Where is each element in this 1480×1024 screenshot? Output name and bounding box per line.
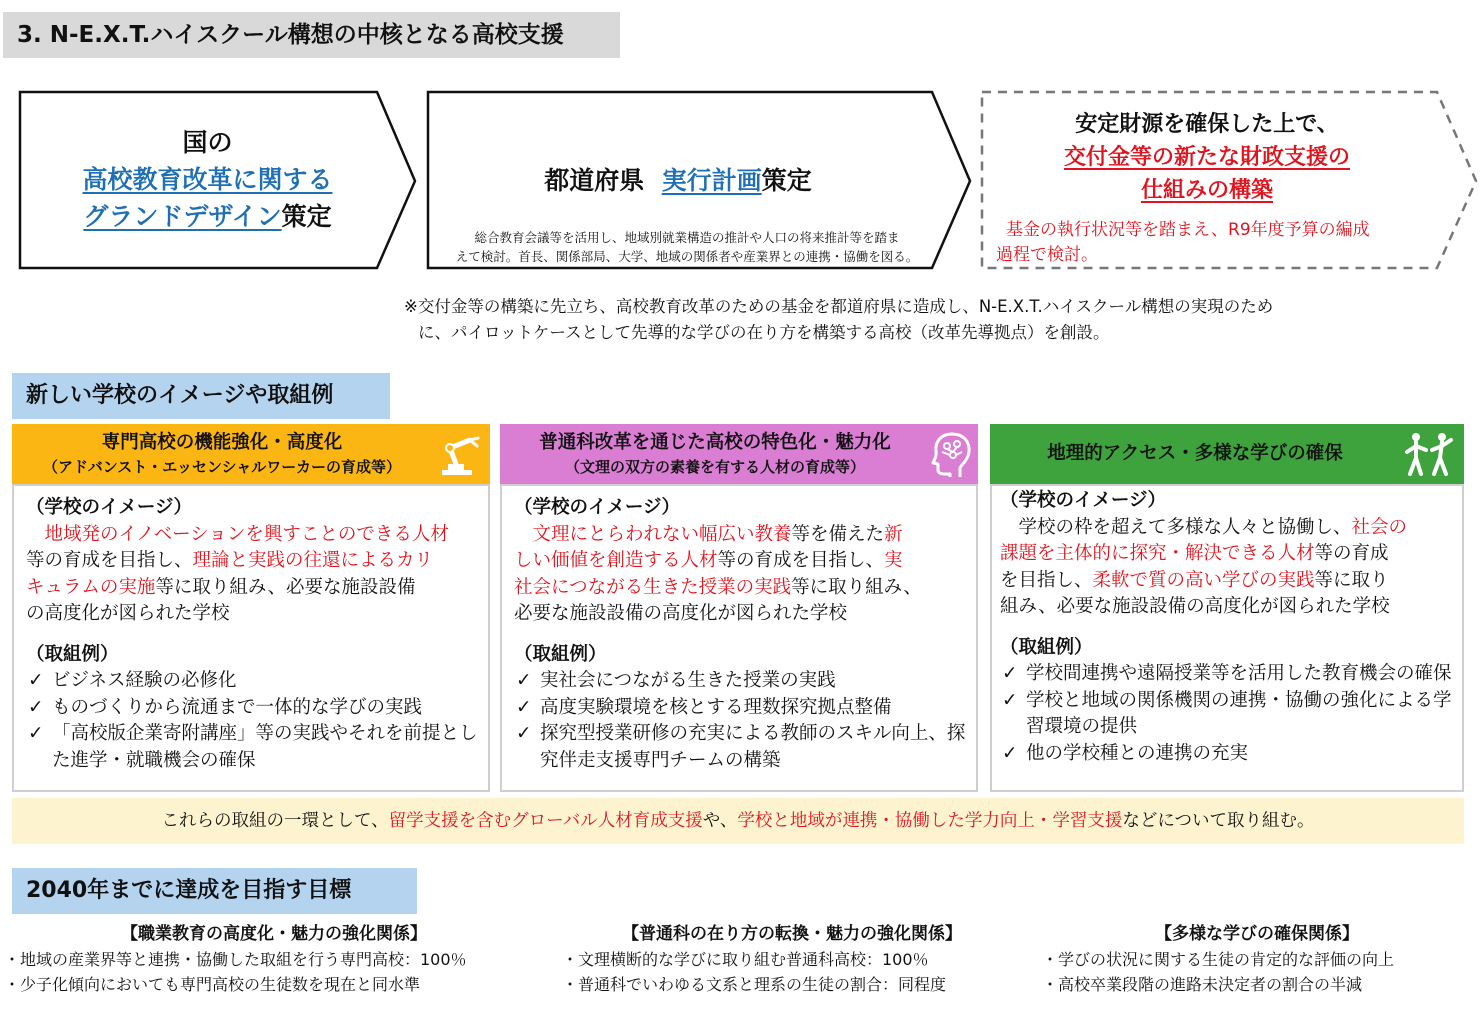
step2-note-line1: 総合教育会議等を活用し、地域別就業構造の推計や人口の将来推計等を踏ま: [474, 230, 900, 245]
column2-image-label: （学校のイメージ）: [514, 497, 680, 518]
step1-line1: 国の: [182, 128, 233, 157]
column1-header: [12, 424, 490, 484]
list-item: ✓ 「高校版企業寄附講座」等の実践やそれを前提とした進学・就職機会の確保: [26, 721, 486, 774]
goal-column-vocational: [4, 922, 544, 997]
footnote: [404, 294, 1474, 346]
banner-pre: これらの取組の一環として、: [161, 811, 389, 831]
robot-arm-icon: [436, 430, 484, 478]
step3-red-line1: 交付金等の新たな財政支援の: [1063, 145, 1350, 170]
column3-image-line3: を目指し、柔軟で質の高い学びの実践等に取り: [1000, 569, 1389, 591]
column1-image-line1: 地域発のイノベーションを興すことのできる人材: [26, 523, 449, 545]
column1-examples-label: （取組例）: [26, 643, 119, 665]
page-title: 3. N-E.X.T.ハイスクール構想の中核となる高校支援: [3, 12, 620, 58]
column3-image-line2: 課題を主体的に探究・解決できる人材等の育成: [1000, 543, 1389, 564]
goal-item: ・学びの状況に関する生徒の肯定的な評価の向上: [1042, 950, 1395, 969]
column1-header-line2: （アドバンスト・エッセンシャルワーカーの育成等）: [43, 458, 401, 476]
column1-image-label: （学校のイメージ）: [26, 497, 192, 518]
column3-image-line1: 学校の枠を超えて多様な人々と協働し、社会の: [1000, 516, 1408, 538]
goal-heading: 【多様な学びの確保関係】: [1155, 924, 1359, 944]
step3-line1: 安定財源を確保した上で、: [1075, 112, 1339, 137]
people-icon: [1404, 430, 1456, 478]
column1-text: [26, 495, 486, 774]
goal-item: ・普通科でいわゆる文系と理系の生徒の割合：同程度: [562, 975, 947, 994]
section-heading-examples: 新しい学校のイメージや取組例: [12, 373, 390, 419]
column1-header-line1: 専門高校の機能強化・高度化: [101, 432, 343, 453]
step1-text: [20, 124, 395, 235]
step2-suffix: 策定: [761, 166, 812, 195]
list-item: ✓ 他の学校種との連携の充実: [1000, 741, 1460, 768]
goal-item: ・高校卒業段階の進路未決定者の割合の半減: [1042, 975, 1363, 994]
step2-note: [432, 228, 942, 266]
column3-header: [990, 424, 1464, 484]
goal-item: ・文理横断的な学びに取り組む普通科高校：100％: [562, 950, 929, 969]
goal-column-general: [562, 922, 1022, 997]
column3-image-line4: 組み、必要な施設設備の高度化が図られた学校: [1000, 596, 1390, 617]
step3-note: [996, 218, 1426, 268]
column3-examples-label: （取組例）: [1000, 636, 1093, 658]
column2-examples-label: （取組例）: [514, 643, 607, 665]
grand-design-link-line2[interactable]: グランドデザイン: [83, 202, 282, 231]
banner-post: などについて取り組む。: [1122, 811, 1315, 831]
step2-prefix: 都道府県: [544, 166, 645, 195]
banner-mid: や、: [702, 811, 738, 831]
list-item: ✓ 探究型授業研修の充実による教師のスキル向上、探究伴走支援専門チームの構築: [514, 721, 976, 774]
list-item: ✓ 学校と地域の関係機関の連携・協働の強化による学習環境の提供: [1000, 688, 1460, 741]
list-item: ✓ 学校間連携や遠隔授業等を活用した教育機会の確保: [1000, 661, 1460, 688]
goal-item: ・地域の産業界等と連携・協働した取組を行う専門高校：100％: [4, 950, 467, 969]
goal-heading: 【職業教育の高度化・魅力の強化関係】: [121, 924, 427, 944]
column3-header-line1: 地理的アクセス・多様な学びの確保: [1047, 443, 1343, 464]
brain-head-icon: [930, 430, 974, 478]
goal-item: ・少子化傾向においても専門高校の生徒数を現在と同水準: [4, 975, 421, 994]
summary-banner: [12, 798, 1464, 844]
list-item: ✓ ビジネス経験の必修化: [26, 668, 486, 695]
column1-image-line3: キュラムの実施等に取り組み、必要な施設設備: [26, 576, 416, 598]
column2-header: [500, 424, 978, 484]
step1-suffix: 策定: [281, 202, 332, 231]
footnote-line2: に、パイロットケースとして先導的な学びの在り方を構築する高校（改革先導拠点）を創設。: [418, 323, 1110, 342]
column2-text: [514, 495, 976, 774]
column2-header-line1: 普通科改革を通じた高校の特色化・魅力化: [539, 432, 891, 453]
goal-column-diverse: [1042, 922, 1472, 997]
column2-examples-list: [514, 668, 976, 774]
column1-examples-list: [26, 668, 486, 774]
column1-image-line4: の高度化が図られた学校: [26, 603, 230, 624]
grand-design-link-line1[interactable]: 高校教育改革に関する: [82, 165, 333, 194]
list-item: ✓ ものづくりから流通まで一体的な学びの実践: [26, 695, 486, 722]
column2-image-line4: 必要な施設設備の高度化が図られた学校: [514, 603, 848, 624]
column3-image-label: （学校のイメージ）: [1000, 490, 1166, 511]
step3-text: [982, 108, 1432, 207]
column2-header-line2: （文理の双方の素養を有する人材の育成等）: [564, 458, 865, 476]
step2-note-line2: えて検討。首長、関係部局、大学、地域の関係者や産業界との連携・協働を図る。: [455, 249, 919, 264]
column2-image-line3: 社会につながる生きた授業の実践等に取り組み、: [514, 576, 922, 598]
step3-note-line2: 過程で検討。: [996, 245, 1098, 265]
action-plan-link[interactable]: 実行計画: [661, 166, 762, 195]
column1-image-line2: 等の育成を目指し、理論と実践の往還によるカリ: [26, 550, 434, 571]
goal-heading: 【普通科の在り方の転換・魅力の強化関係】: [622, 924, 962, 944]
section-heading-goals: 2040年までに達成を目指す目標: [12, 868, 417, 914]
column3-examples-list: [1000, 661, 1460, 767]
list-item: ✓ 実社会につながる生きた授業の実践: [514, 668, 976, 695]
column3-text: [1000, 488, 1460, 767]
list-item: ✓ 高度実験環境を核とする理数探究拠点整備: [514, 695, 976, 722]
step2-text: [428, 162, 928, 199]
banner-red2: 学校と地域が連携・協働した学力向上・学習支援: [737, 811, 1123, 831]
column2-image-line1: 文理にとらわれない幅広い教養等を備えた新: [514, 523, 903, 545]
step3-red-line2: 仕組みの構築: [1140, 178, 1273, 203]
footnote-line1: ※交付金等の構築に先立ち、高校教育改革のための基金を都道府県に造成し、N-E.X.T.ハイスクール構想の実現のため: [404, 297, 1274, 316]
step3-note-line1: 基金の執行状況等を踏まえ、R9年度予算の編成: [1006, 220, 1370, 240]
banner-red1: 留学支援を含むグローバル人材育成支援: [388, 811, 703, 831]
column2-image-line2: しい価値を創造する人材等の育成を目指し、実: [514, 550, 903, 571]
